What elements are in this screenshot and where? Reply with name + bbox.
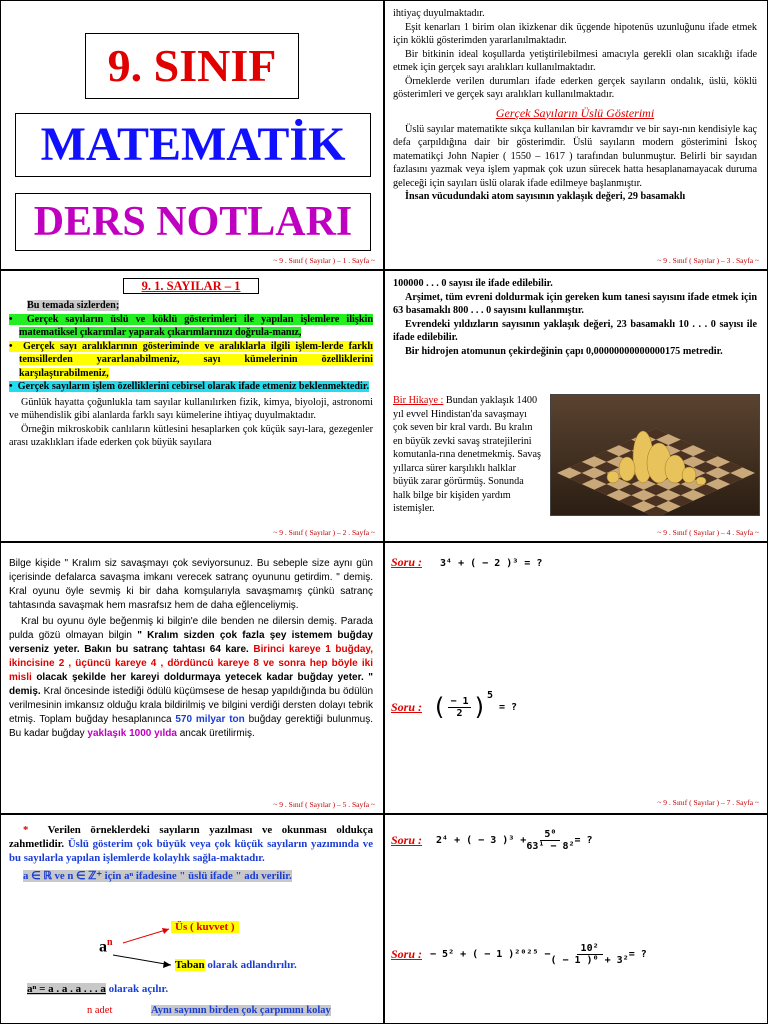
paragraph: Bilge kişide " Kralım siz savaşmayı çok seviyorsunuz. Bu sebeple size aynı gün içerisinde defalarca savaşma imkanı verecek satranç oyununu getirdim. " demiş. Kral oyunu öyle sevmiş ki bir daha komşularıyla savaşmamış çünkü satranç tahtasında savaşmak hem masrafsız hem de daha eğlenceliymiş. (9, 558, 373, 611)
paragraph: Örneklerde verilen durumları ifade ederken gerçek sayıların ondalık, üslü, köklü gösterimleri ve gerçek sayı aralıkları kullanılmaktadır. (393, 75, 757, 100)
paragraph: Kral bu oyunu öyle beğenmiş ki bilgin'e dile benden ne dilersin demiş. Parada pulda gözü olmayan bilgin " Kralım sizden çok fazla şey istemem buğday verseniz yeter. Bakın bu satranç tahtası 64 kare. Birinci kareye 1 buğday, ikincisine 2 , üçüncü kareye 4 , dördüncü kareye 8 ve sonra hep böyle iki misli olacak şekilde her kareyi doldurmaya yetecek kadar buğday yeter. " demiş. Kral öncesinde istediği ödülü küçümsese de hesap yapıldığında bu ödülün verilmesinin imkansız olduğu krala bildirilmiş ve bilgini verdiği dersten dolayı tebrik etmiş. Toplam buğday hesaplanınca 570 milyar ton buğday gerektiği bulunmuş. Bu kadar buğday yaklaşık 1000 yılda ancak üretilirmiş. (9, 616, 374, 739)
paragraph: Örneğin mikroskobik canlıların kütlesini hesaplarken çok küçük sayı-lara, gezegenler arası uzaklıkları ifade ederken çok büyük sayılara (9, 423, 373, 448)
story-label: Bir Hikaye : (393, 395, 444, 406)
intro-paragraph: * Verilen örneklerdeki sayıların yazılması ve okunması oldukça zahmetlidir. Üslü gösterim çok büyük veya çok küçük sayıların yazımında ve bu sayılarla yapılan işlemlerde kolaylık sağla-maktadır. (9, 824, 373, 864)
story-paragraph: Bundan yaklaşık 1400 yıl evvel Hindistan'da savaşmayı çok seven bir kral vardı. Bu kralın en büyük zevki savaş stratejilerini komutanla-rına denetmekmiş. Savaş yıllarca sürer karşılıklı halklar büyük zarar görürmüş. Sonunda halk bilge bir kişiden yardım istemişler. (393, 395, 541, 514)
page-7 (384, 542, 768, 814)
expansion-line: aⁿ = a . a . a . . . a olarak açılır. (27, 983, 169, 995)
page-5 (0, 542, 384, 814)
power-notation: $a^n$ (99, 937, 113, 956)
trailing-text: Aynı sayının birden çok çarpımını kolay (151, 1005, 331, 1016)
paragraph: İnsan vücudundaki atom sayısının yaklaşık değeri, 29 basamaklı (405, 191, 686, 202)
paragraph: Evrendeki yıldızların sayısının yaklaşık değeri, 23 basamaklı 10 . . . 0 sayısı ile ifade edilebilir. (393, 318, 757, 343)
paragraph: Eşit kenarları 1 birim olan ikizkenar dik üçgende hipotenüs uzunluğunu ifade etmek için köklü gösterimden yararlanılmaktadır. (393, 21, 757, 46)
question-1: Soru : 3⁴ + ( − 2 )³ = ? (391, 555, 543, 569)
bullet-item: • Gerçek sayı aralıklarının gösteriminde ve aralıklarla ilgili işlem-lerde farklı temsillerden yararlanabilmeniz, sayı kümelerinin özelliklerini karşılaştırabilmeniz, (9, 340, 373, 379)
question-4: Soru : − 5² + ( − 1 )²⁰²⁵ − $\frac{\text{10²}}{\text{( − 1 )⁰ + 3²}}$ = ? (391, 943, 647, 966)
page-footer: ~ 9 . Sınıf ( Sayılar ) – 5 . Sayfa ~ (273, 800, 375, 809)
section-heading (9, 277, 373, 295)
paragraph: Arşimet, tüm evreni doldurmak için gereken kum tanesi sayısını ifade etmek için 63 basamaklı 800 . . . 0 sayısını kullanmıştır. (393, 291, 757, 316)
paragraph: Bir bitkinin ideal koşullarda yetiştirilebilmesi amacıyla gerekli olan sıcaklığı ifade etmek için gerçek sayı aralıkları kullanılmaktadır. (393, 48, 757, 73)
title-line-3: DERS NOTLARI (15, 193, 371, 251)
page-4 (384, 270, 768, 542)
paragraph: Bir hidrojen atomunun çekirdeğinin çapı 0,00000000000000175 metredir. (405, 345, 723, 357)
story-text (393, 394, 759, 516)
power-diagram (1, 915, 384, 1024)
section-heading: Gerçek Sayıların Üslü Gösterimi (495, 105, 655, 120)
definition: a ∈ ℝ ve n ∈ ℤ⁺ için aⁿ ifadesine " üslü ifade " adı verilir. (23, 870, 292, 882)
title-line-1: 9. SINIF (85, 33, 299, 99)
taban-line: Taban olarak adlandırılır. (175, 959, 297, 971)
question-2: Soru : ( − 1 2 ) 5 = ? (391, 689, 518, 721)
heading-text: 9. 1. SAYILAR – 1 (123, 278, 260, 294)
n-adet-label: n adet (87, 1005, 113, 1016)
page-footer: ~ 9 . Sınıf ( Sayılar ) – 1 . Sayfa ~ (273, 256, 375, 265)
intro: Bu temada sizlerden; (27, 300, 120, 311)
page-footer: ~ 9 . Sınıf ( Sayılar ) – 4 . Sayfa ~ (657, 528, 759, 537)
page-6 (0, 814, 384, 1024)
page-8 (384, 814, 768, 1024)
bullet-item: • Gerçek sayıların işlem özelliklerini cebirsel olarak ifade etmeniz beklenmektedir. (9, 381, 369, 392)
page-footer: ~ 9 . Sınıf ( Sayılar ) – 2 . Sayfa ~ (273, 528, 375, 537)
paragraph: Günlük hayatta çoğunlukla tam sayılar kullanılırken fizik, kimya, biyoloji, astronomi ve mühendislik gibi alanlarda farklı sayı kümelerine ihtiyaç duyulmaktadır. (9, 396, 373, 421)
page-footer: ~ 9 . Sınıf ( Sayılar ) – 7 . Sayfa ~ (657, 798, 759, 807)
paragraph: ihtiyaç duyulmaktadır. (393, 8, 485, 19)
paragraph: 100000 . . . 0 sayısı ile ifade edilebilir. (393, 278, 553, 289)
us-label: Üs ( kuvvet ) (171, 921, 239, 933)
question-3: Soru : 2⁴ + ( − 3 )³ + $\frac{\text{5⁰}}{\text{63¹ − 8²}}$ = ? (391, 829, 593, 852)
bullet-item: • Gerçek sayıların üslü ve köklü gösterimleri ile yapılan işlemlere ilişkin matematiksel çıkarımlar yaparak çıkarımlarınızı doğrula-manız, (9, 313, 373, 338)
page-2 (0, 270, 384, 542)
paragraph: Üslü sayılar matematikte sıkça kullanılan bir kavramdır ve bir sayı-nın kendisiyle kaç defa çarpıldığına dair bir gösterimdir. Üslü sayıların modern gösterimini İskoç matematikçi John Napier ( 1550 – 1617 ) tarafından bulunmuştur. Belirli bir sayıdan fazlasını yazmak veya işlem yapmak çok uzun sürecek hatta hesaplanamayacak duruma geleceği için sayıları üslü olarak ifade edilmeye başlanmıştır. (393, 123, 757, 189)
page-footer: ~ 9 . Sınıf ( Sayılar ) – 3 . Sayfa ~ (657, 256, 759, 265)
page-3 (384, 0, 768, 270)
page-1-cover (0, 0, 384, 270)
title-line-2: MATEMATİK (15, 113, 371, 177)
